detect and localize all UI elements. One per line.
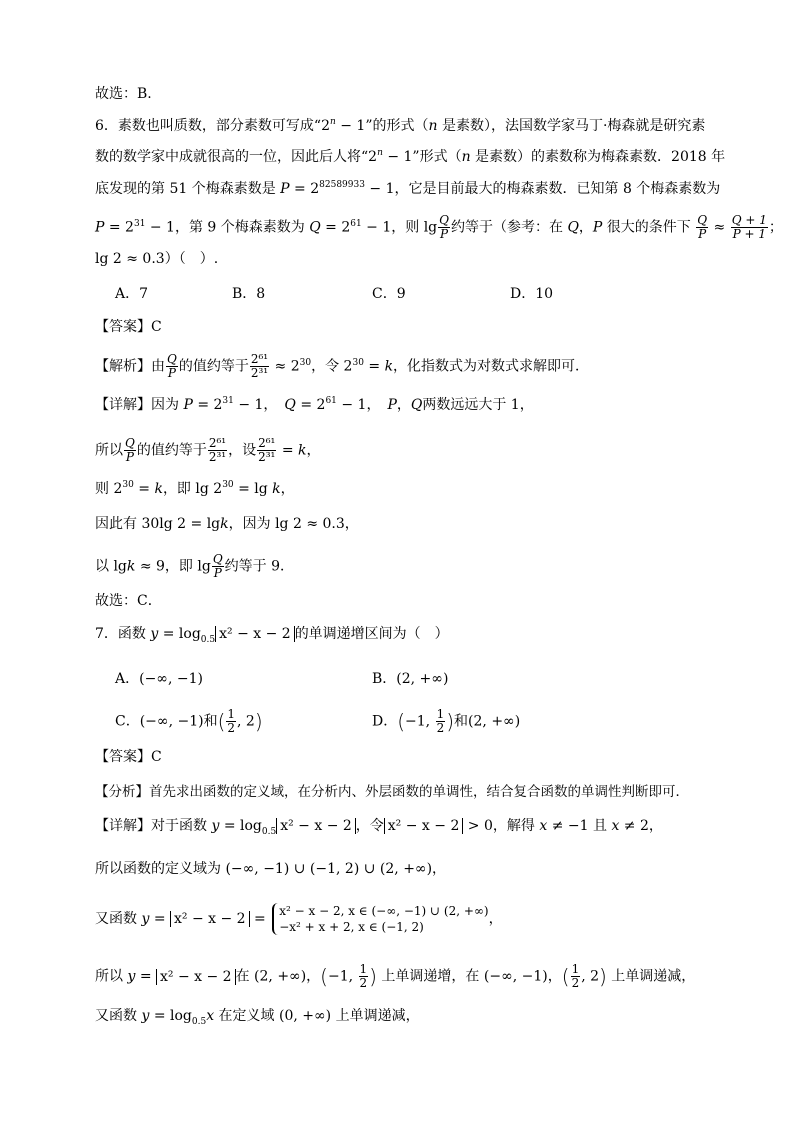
denominator: P + 1 <box>732 227 767 241</box>
text: = <box>149 911 171 927</box>
text: ， <box>578 219 593 236</box>
text: ， <box>306 442 321 459</box>
left-paren-icon: ( <box>397 709 406 734</box>
text: 又函数 <box>95 911 142 927</box>
text: ，化指数式为对数式求解即可． <box>393 358 590 375</box>
variable: Q <box>410 397 423 413</box>
text: − 1，则 lg <box>361 219 438 236</box>
text: 所以函数的定义域为 (−∞, −1) ∪ (−1, 2) ∪ (2, +∞)， <box>95 861 447 877</box>
text: ，即 lg 2 <box>162 481 223 497</box>
exponent: 31 <box>222 396 234 406</box>
text: = log <box>149 1008 192 1024</box>
answer-tag: 【答案】 <box>95 749 151 765</box>
left-paren-icon: ( <box>320 964 328 989</box>
variable: y <box>141 911 150 927</box>
variable: k <box>220 516 229 532</box>
numerator: 1 <box>359 962 368 976</box>
subscript: 0.5 <box>261 827 277 837</box>
variable: Q <box>284 397 296 413</box>
analysis-7 <box>95 783 689 801</box>
text: 上单调递减， <box>606 968 696 985</box>
detail-7 <box>95 817 663 837</box>
text: ≈ 9，即 lg <box>135 558 211 575</box>
variable: k <box>154 481 163 497</box>
denominator: 2³¹ <box>208 450 227 464</box>
option-text: C．9 <box>372 286 406 302</box>
text: 则 2 <box>95 481 123 497</box>
fraction-half <box>436 708 446 735</box>
variable: P <box>95 219 105 236</box>
text: = <box>249 911 271 927</box>
denominator: 2 <box>359 976 368 990</box>
numerator: 2⁶¹ <box>208 436 227 450</box>
exponent: 61 <box>325 396 337 406</box>
text: > 0，解得 <box>463 818 540 834</box>
detail-tag: 【详解】 <box>95 397 151 413</box>
variable: P <box>280 181 290 197</box>
numerator: 2⁶¹ <box>258 436 276 450</box>
answer-value: C <box>151 319 162 335</box>
option-text: B．8 <box>232 286 266 302</box>
numerator: Q + 1 <box>731 213 767 227</box>
text: ≠ 2， <box>619 818 663 834</box>
text: 上单调递增，在 (−∞, −1)， <box>376 968 562 985</box>
text: 是素数）的素数称为梅森素数．2018 年 <box>470 149 726 165</box>
text: = <box>277 442 299 459</box>
variable: P <box>183 397 193 413</box>
text: = log <box>158 626 201 642</box>
option-b <box>232 285 265 303</box>
fraction-powers <box>257 437 276 464</box>
step-line <box>95 963 695 990</box>
fraction-q-over-p <box>166 353 178 380</box>
exponent: n <box>377 148 383 158</box>
exponent: n <box>330 117 336 127</box>
text: 在定义域 (0, +∞) 上单调递减， <box>214 1008 420 1024</box>
variable: y <box>211 818 220 834</box>
question-6-line-1 <box>95 117 705 137</box>
variable: k <box>384 358 394 375</box>
text: = <box>363 358 385 375</box>
option-a <box>115 285 148 303</box>
variable: n <box>461 149 471 165</box>
absolute-value-expr: x² − x − 2 <box>276 818 356 834</box>
option-text: A．(−∞, −1) <box>115 671 203 687</box>
text: 7．函数 <box>95 626 151 642</box>
variable: y <box>127 968 136 985</box>
step-line <box>95 1007 420 1027</box>
variable: k <box>126 558 136 575</box>
question-6-line-3 <box>95 180 720 200</box>
text: − 1”的形式（ <box>335 118 429 134</box>
right-paren-icon: ) <box>254 709 263 734</box>
variable: k <box>298 442 307 459</box>
text: 是素数），法国数学家马丁·梅森就是研究素 <box>437 118 706 134</box>
text: ，因为 lg 2 ≈ 0.3， <box>228 516 359 532</box>
text: ，令 <box>355 818 384 834</box>
variable: x <box>539 818 548 834</box>
answer-6 <box>95 318 162 336</box>
text: 底发现的第 51 个梅森素数是 <box>95 181 281 197</box>
exponent: 61 <box>350 218 362 229</box>
exponent: 30 <box>122 480 134 490</box>
text: 所以 <box>95 968 128 985</box>
right-paren-icon: ) <box>369 964 377 989</box>
option-a <box>115 670 203 688</box>
step-line <box>95 480 295 500</box>
text: ， <box>280 481 295 497</box>
variable: x <box>206 1008 215 1024</box>
fraction-powers <box>250 353 269 380</box>
analysis-6 <box>95 353 589 380</box>
exponent: 30 <box>299 357 312 368</box>
option-text: , 2 <box>237 713 255 730</box>
denominator: 2 <box>571 976 580 990</box>
text: 的值约等于 <box>178 358 249 375</box>
text: − 1”形式（ <box>382 149 462 165</box>
variable: y <box>150 626 159 642</box>
variable: k <box>272 481 281 497</box>
piecewise-line <box>95 903 503 935</box>
option-text: B．(2, +∞) <box>372 671 449 687</box>
variable: Q <box>309 219 321 236</box>
variable: y <box>141 1008 150 1024</box>
option-b <box>372 670 448 688</box>
subscript: 0.5 <box>200 635 216 645</box>
text: ≈ 2 <box>270 358 300 375</box>
text: lg 2 ≈ 0.3）（ ）. <box>95 251 219 267</box>
text: 约等于（参考：在 <box>450 219 568 236</box>
text: 两数远远大于 1， <box>422 397 534 413</box>
piecewise-brace <box>272 903 488 935</box>
fraction-q-over-p <box>696 214 708 241</box>
text: 2 <box>321 118 330 134</box>
conclusion-line <box>95 592 162 610</box>
numerator: 2⁶¹ <box>250 352 269 366</box>
question-6-line-4 <box>95 214 783 241</box>
piece-2: −x² + x + 2, x ∈ (−1, 2) <box>279 920 424 934</box>
absolute-value-expr: x² − x − 2 <box>156 969 236 985</box>
denominator: P <box>167 366 176 380</box>
option-d <box>510 285 553 303</box>
text-line <box>95 85 152 103</box>
subscript: 0.5 <box>191 1017 207 1027</box>
option-text: −1, <box>405 713 435 730</box>
variable: x <box>611 818 620 834</box>
answer-tag: 【答案】 <box>95 319 151 335</box>
fraction-q-over-p <box>212 553 224 580</box>
right-paren-icon: ) <box>446 709 455 734</box>
exponent: 30 <box>352 357 364 368</box>
detail-6 <box>95 396 534 416</box>
absolute-value-expr: x² − x − 2 <box>215 626 295 642</box>
option-d <box>372 708 520 735</box>
option-c <box>115 708 263 735</box>
denominator: P <box>698 227 707 241</box>
analysis-tag: 【分析】 <box>95 784 149 800</box>
text: 首先求出函数的定义域，在分析内、外层函数的单调性，结合复合函数的单调性判断即可． <box>149 784 689 800</box>
denominator: 2³¹ <box>258 450 276 464</box>
text: = 2 <box>192 397 223 413</box>
numerator: Q <box>697 213 708 227</box>
text: ≈ <box>709 219 730 236</box>
numerator: 1 <box>571 962 580 976</box>
text: 的值约等于 <box>136 442 207 459</box>
text: −1, <box>327 968 358 985</box>
text: ， <box>488 911 503 927</box>
text: 由 <box>151 358 165 375</box>
text: − 1， <box>233 397 285 413</box>
text: 2 <box>368 149 378 165</box>
variable: n <box>428 118 438 134</box>
text: − 1，第 9 个梅森素数为 <box>145 219 310 236</box>
text: = lg <box>233 481 273 497</box>
text: 6．素数也叫质数，部分素数可写成“ <box>95 118 322 134</box>
exponent: 31 <box>133 218 146 229</box>
step-line <box>95 437 321 464</box>
answer-value: C <box>151 749 162 765</box>
text: = 2 <box>320 219 351 236</box>
question-6-line-5 <box>95 250 218 268</box>
absolute-value-expr: x² − x − 2 <box>384 818 464 834</box>
variable: P <box>387 397 397 413</box>
text: 的单调递增区间为（ ） <box>294 626 449 642</box>
text: 以 lg <box>95 558 127 575</box>
denominator: 2 <box>227 721 236 735</box>
text: − 1，它是目前最大的梅森素数．已知第 8 个梅森素数为 <box>364 181 721 197</box>
fraction-q-over-p <box>124 437 136 464</box>
denominator: P <box>213 566 222 580</box>
fraction-q-over-p <box>438 214 450 241</box>
fraction-powers <box>208 437 227 464</box>
exponent: 30 <box>222 480 234 490</box>
text: ≠ −1 且 <box>547 818 612 834</box>
text: = <box>133 481 155 497</box>
text: 对于函数 <box>151 818 212 834</box>
analysis-tag: 【解析】 <box>95 358 151 375</box>
text: = 2 <box>295 397 326 413</box>
fraction-q1-over-p1 <box>731 214 768 241</box>
detail-tag: 【详解】 <box>95 818 151 834</box>
numerator: Q <box>439 213 449 227</box>
text: = 2 <box>289 181 320 197</box>
numerator: 1 <box>436 707 445 721</box>
text: = log <box>219 818 262 834</box>
text: 在 (2, +∞)， <box>235 968 321 985</box>
text: ， <box>396 397 411 413</box>
numerator: Q <box>167 352 177 366</box>
variable: Q <box>567 219 579 236</box>
fraction-half <box>226 708 236 735</box>
left-paren-icon: ( <box>217 709 226 734</box>
option-text: D． <box>372 713 398 730</box>
text: 因为 <box>151 397 184 413</box>
text: 约等于 9． <box>224 558 295 575</box>
step-line <box>95 860 446 878</box>
text: ； <box>768 219 783 236</box>
text: 所以 <box>95 442 123 459</box>
fraction-half <box>571 963 581 990</box>
text: − 1， <box>336 397 388 413</box>
option-text: C．(−∞, −1)和 <box>115 713 218 730</box>
denominator: P <box>125 450 134 464</box>
numerator: Q <box>212 552 223 566</box>
denominator: P <box>440 227 449 241</box>
text: , 2 <box>581 968 600 985</box>
option-c <box>372 285 406 303</box>
numerator: Q <box>125 436 135 450</box>
conclusion-text: 故选：B. <box>95 86 152 102</box>
option-text: A．7 <box>115 286 149 302</box>
text: 数的数学家中成就很高的一位，因此后人将“ <box>95 149 369 165</box>
denominator: 2 <box>436 721 445 735</box>
question-6-line-2 <box>95 148 725 168</box>
absolute-value-expr: x² − x − 2 <box>170 911 250 927</box>
answer-7 <box>95 748 162 766</box>
text: 因此有 30lg 2 = lg <box>95 516 221 532</box>
question-7 <box>95 625 449 645</box>
text: 很大的条件下 <box>602 219 696 236</box>
text: 又函数 <box>95 1008 142 1024</box>
text: ，设 <box>228 442 257 459</box>
text: ，令 2 <box>311 358 353 375</box>
conclusion-text: 故选：C． <box>95 593 162 609</box>
step-line <box>95 515 359 533</box>
step-line <box>95 553 294 580</box>
left-paren-icon: ( <box>561 964 570 989</box>
numerator: 1 <box>227 707 236 721</box>
text: = 2 <box>104 219 134 236</box>
exponent: 82589933 <box>319 180 365 190</box>
piece-1: x² − x − 2, x ∈ (−∞, −1) ∪ (2, +∞) <box>279 904 489 918</box>
text: = <box>135 968 157 985</box>
denominator: 2³¹ <box>250 366 269 380</box>
option-text: D．10 <box>510 286 554 302</box>
right-paren-icon: ) <box>599 964 607 989</box>
option-text: 和(2, +∞) <box>454 713 521 730</box>
variable: P <box>592 219 603 236</box>
fraction-half <box>359 963 369 990</box>
